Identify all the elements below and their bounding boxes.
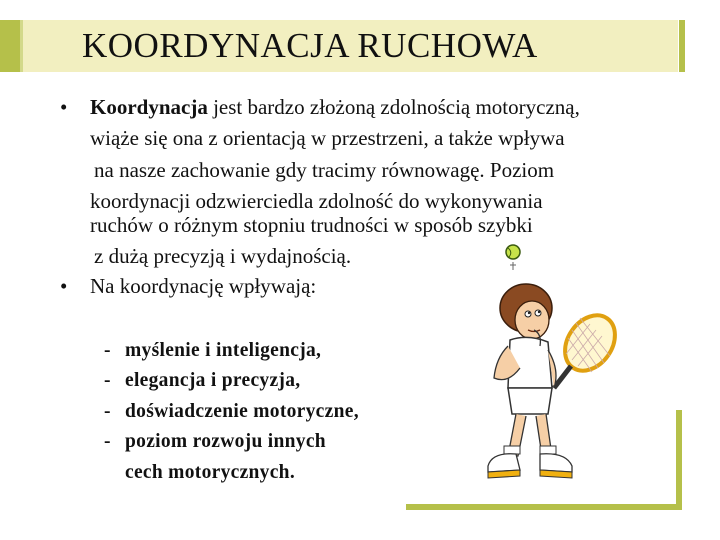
player-legs — [504, 414, 556, 456]
tennis-player-clipart — [468, 238, 618, 488]
list-dash-1: - — [104, 340, 111, 361]
frame-bottom-line — [406, 504, 682, 510]
bullet-1-line-5: ruchów o różnym stopniu trudności w sposób szybki — [90, 213, 533, 237]
tennis-ball-icon — [506, 245, 520, 270]
title-accent-bar — [0, 20, 20, 72]
player-head — [500, 284, 552, 339]
bullet-1-line-4: koordynacji odzwierciedla zdolność do wykonywania — [90, 189, 543, 213]
list-dash-2: - — [104, 370, 111, 391]
bullet-1-line-1 — [90, 92, 580, 123]
list-dash-4: - — [104, 431, 111, 452]
bullet-marker-2: • — [60, 274, 68, 298]
bullet-1-term: Koordynacja — [90, 95, 208, 119]
bullet-1-line-3: na nasze zachowanie gdy tracimy równowagę. Poziom — [94, 158, 555, 182]
frame-right-line — [676, 410, 682, 510]
bullet-2-text: Na koordynację wpływają: — [90, 274, 317, 298]
tennis-racket-icon — [554, 306, 618, 388]
frame-top-right-line — [679, 20, 685, 72]
player-shoes — [488, 454, 572, 478]
list-item-2: elegancja i precyzja, — [125, 370, 301, 391]
bullet-1-line-2: wiąże się ona z orientacją w przestrzeni, a także wpływa — [90, 126, 565, 150]
bullet-marker-1: • — [60, 95, 68, 119]
list-item-3: doświadczenie motoryczne, — [125, 401, 359, 422]
list-dash-3: - — [104, 401, 111, 422]
bullet-1-line-6: z dużą precyzją i wydajnością. — [94, 244, 352, 268]
list-item-1: myślenie i inteligencja, — [125, 340, 322, 361]
bullet-1-line-1-text: jest bardzo złożoną zdolnością motoryczną, — [207, 95, 580, 119]
list-item-4: poziom rozwoju innych — [125, 431, 326, 452]
player-body — [494, 330, 556, 414]
slide-title: KOORDYNACJA RUCHOWA — [82, 26, 538, 65]
list-item-4-continuation: cech motorycznych. — [125, 462, 296, 483]
title-accent-stripe — [20, 20, 23, 72]
